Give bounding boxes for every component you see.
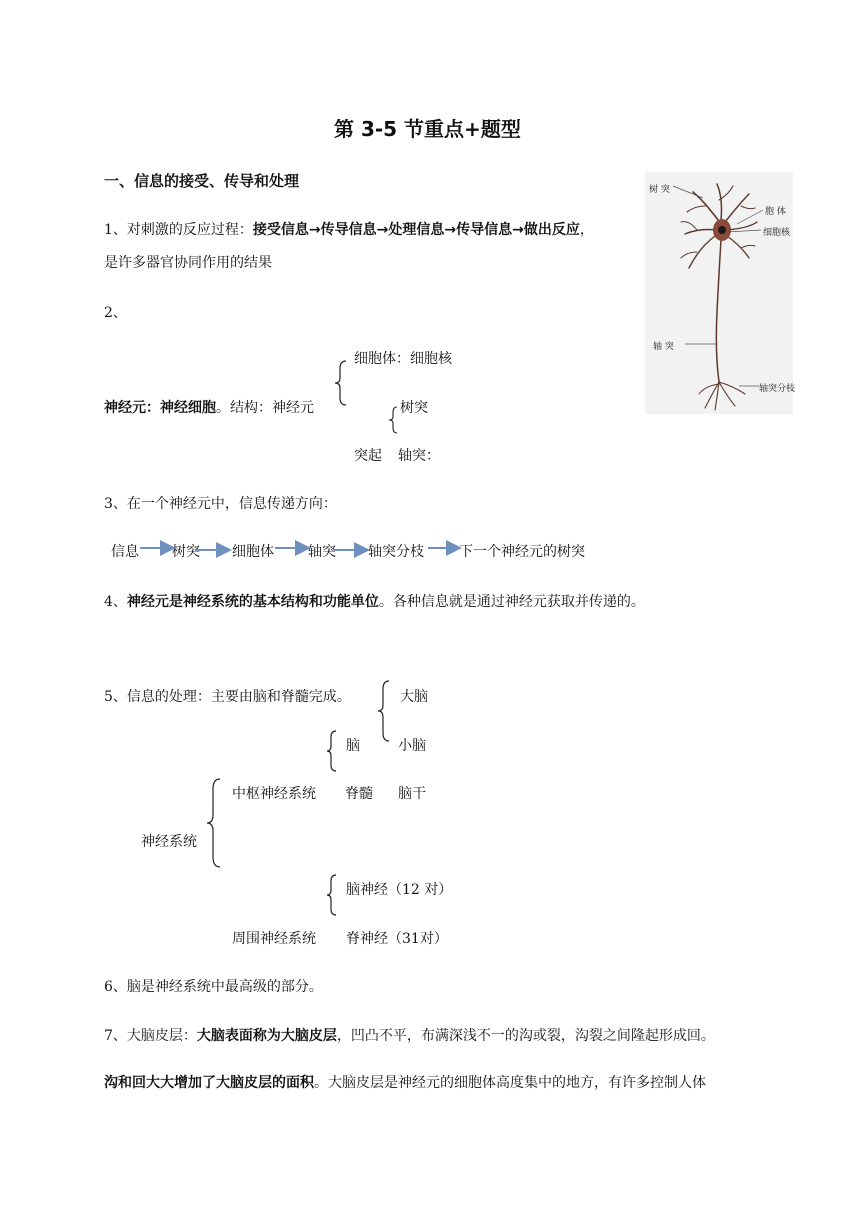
axon-label: 轴突： [398, 448, 440, 464]
item-4-number: 4、 [104, 594, 127, 610]
neuron-label-dendrite: 树 突 [649, 185, 670, 195]
brain-label: 脑 [346, 738, 360, 754]
item-7-prefix: 7、大脑皮层： [104, 1028, 197, 1044]
pns-label: 周围神经系统 [232, 931, 316, 947]
brainstem-label: 脑干 [398, 786, 426, 802]
neuron-diagram [645, 172, 796, 414]
nervous-system-label: 神经系统 [141, 834, 197, 850]
flow-cell-body: 细胞体 [232, 544, 274, 560]
neuron-label-axon: 轴 突 [653, 342, 674, 352]
flow-next-dendrite: 下一个神经元的树突 [459, 544, 585, 560]
item-6-text: 6、脑是神经系统中最高级的部分。 [104, 979, 323, 995]
brace-icon [377, 680, 391, 742]
item-4 [104, 591, 645, 611]
process-label: 突起 [354, 448, 382, 464]
spinal-cord-label: 脊髓 [345, 786, 373, 802]
cerebrum-label: 大脑 [400, 689, 428, 705]
neuron-definition-text: 。结构：神经元 [216, 400, 314, 416]
item-7-bold-1: 大脑表面称为大脑皮层 [196, 1028, 337, 1044]
flow-axon: 轴突 [308, 544, 336, 560]
section-heading: 一、信息的接受、传导和处理 [104, 172, 300, 190]
item-1-suffix: ， [579, 222, 594, 238]
neuron-label-cell-body: 胞 体 [765, 207, 786, 217]
item-4-text: 。各种信息就是通过神经元获取并传递的。 [378, 594, 645, 610]
cranial-nerves-label: 脑神经（12 对） [346, 882, 453, 898]
cerebellum-label: 小脑 [398, 738, 426, 754]
item-1-line-1 [104, 219, 594, 239]
brace-icon [206, 778, 222, 868]
brace-icon [326, 730, 338, 772]
neuron-definition-bold: 神经元：神经细胞 [104, 400, 216, 416]
item-7-bold-2: 沟和回大大增加了大脑皮层的面积 [104, 1075, 314, 1091]
flow-arrows [0, 540, 860, 560]
flow-axon-branch: 轴突分枝 [368, 544, 424, 560]
item-4-bold: 神经元是神经系统的基本结构和功能单位 [126, 594, 379, 610]
flow-info: 信息 [111, 544, 139, 560]
brace-icon [326, 874, 338, 916]
dendrite-label: 树突 [400, 400, 428, 416]
item-2-number: 2、 [104, 305, 127, 321]
item-1-line-2: 是许多器官协同作用的结果 [104, 255, 272, 271]
item-7-line-2 [104, 1072, 706, 1092]
item-7-text-2: 。大脑皮层是神经元的细胞体高度集中的地方，有许多控制人体 [314, 1075, 706, 1091]
item-7-text-1: ，凹凸不平，布满深浅不一的沟或裂，沟裂之间隆起形成回。 [336, 1028, 715, 1044]
brace-icon [334, 360, 348, 406]
spinal-nerves-label: 脊神经（31对） [346, 931, 448, 947]
item-3-text: 3、在一个神经元中，信息传递方向： [104, 496, 337, 512]
cns-label: 中枢神经系统 [232, 786, 316, 802]
brace-icon [388, 406, 398, 434]
flow-dendrite: 树突 [172, 544, 200, 560]
page-title: 第 3-5 节重点+题型 [334, 117, 521, 141]
neuron-label-axon-branch: 轴突分枝 [759, 384, 796, 394]
item-5-text: 5、信息的处理：主要由脑和脊髓完成。 [104, 689, 351, 705]
item-1-bold: 接受信息→传导信息→处理信息→传导信息→做出反应 [252, 222, 580, 238]
cell-body-label: 细胞体：细胞核 [354, 351, 452, 367]
neuron-definition [104, 397, 314, 417]
neuron-label-nucleus: 细胞核 [763, 228, 791, 238]
item-1-prefix: 1、对刺激的反应过程： [104, 222, 253, 238]
item-7-line-1 [104, 1025, 715, 1045]
